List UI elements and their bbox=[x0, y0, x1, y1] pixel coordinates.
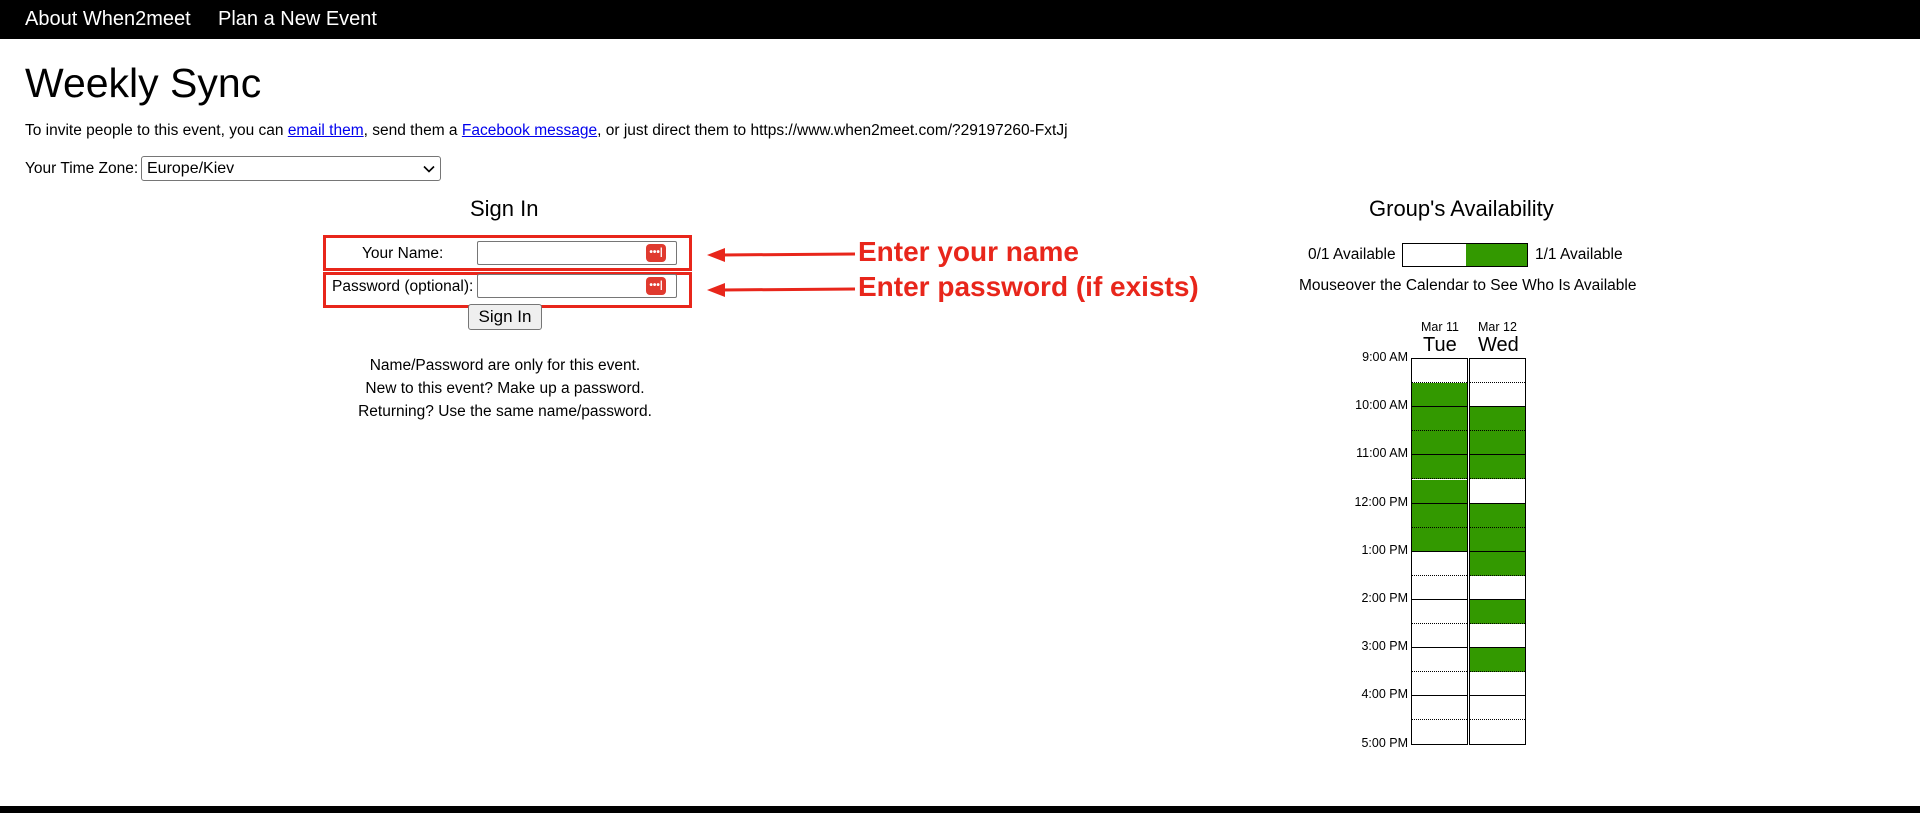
time-slot-cell[interactable] bbox=[1412, 576, 1467, 600]
mouseover-hint: Mouseover the Calendar to See Who Is Available bbox=[1299, 277, 1637, 294]
signin-note-3: Returning? Use the same name/password. bbox=[358, 403, 652, 420]
password-input[interactable] bbox=[477, 274, 677, 298]
legend-max-label: 1/1 Available bbox=[1535, 246, 1623, 263]
time-slot-cell[interactable] bbox=[1470, 359, 1525, 383]
time-slot-cell[interactable] bbox=[1412, 455, 1467, 479]
time-slot-cell[interactable] bbox=[1470, 721, 1525, 745]
column-day-wed: Wed bbox=[1478, 334, 1519, 356]
signin-button[interactable]: Sign In bbox=[468, 304, 542, 330]
time-slot-cell[interactable] bbox=[1412, 480, 1467, 504]
availability-heading: Group's Availability bbox=[1369, 196, 1554, 221]
column-day-tue: Tue bbox=[1423, 334, 1457, 356]
time-slot-cell[interactable] bbox=[1412, 648, 1467, 672]
time-slot-cell[interactable] bbox=[1470, 672, 1525, 696]
time-label: 4:00 PM bbox=[1361, 687, 1408, 702]
availability-column-tue[interactable] bbox=[1411, 358, 1468, 745]
nav-about-link[interactable]: About When2meet bbox=[25, 8, 191, 30]
legend-unavailable-swatch bbox=[1403, 244, 1466, 266]
time-slot-cell[interactable] bbox=[1470, 383, 1525, 407]
name-label: Your Name: bbox=[362, 245, 444, 262]
annotation-password-hint: Enter password (if exists) bbox=[858, 271, 1199, 302]
time-label: 3:00 PM bbox=[1361, 639, 1408, 654]
time-slot-cell[interactable] bbox=[1412, 624, 1467, 648]
password-manager-icon[interactable]: •••| bbox=[646, 244, 666, 262]
availability-legend bbox=[1402, 243, 1528, 267]
time-label: 9:00 AM bbox=[1362, 350, 1408, 364]
legend-available-swatch bbox=[1466, 244, 1527, 266]
password-manager-icon[interactable]: •••| bbox=[646, 277, 666, 295]
time-slot-cell[interactable] bbox=[1470, 552, 1525, 576]
time-label: 5:00 PM bbox=[1361, 735, 1408, 750]
time-slot-cell[interactable] bbox=[1470, 528, 1525, 552]
time-slot-cell[interactable] bbox=[1412, 696, 1467, 720]
time-slot-cell[interactable] bbox=[1470, 407, 1525, 431]
annotation-name-hint: Enter your name bbox=[858, 236, 1079, 267]
time-label: 1:00 PM bbox=[1361, 542, 1408, 557]
time-slot-cell[interactable] bbox=[1470, 576, 1525, 600]
time-slot-cell[interactable] bbox=[1470, 624, 1525, 648]
name-input[interactable] bbox=[477, 241, 677, 265]
column-date-tue: Mar 11 bbox=[1421, 320, 1459, 334]
signin-note-1: Name/Password are only for this event. bbox=[369, 357, 641, 374]
time-slot-cell[interactable] bbox=[1412, 407, 1467, 431]
legend-min-label: 0/1 Available bbox=[1308, 246, 1396, 263]
time-slot-cell[interactable] bbox=[1412, 431, 1467, 455]
time-slot-cell[interactable] bbox=[1412, 672, 1467, 696]
column-date-wed: Mar 12 bbox=[1478, 320, 1517, 334]
timezone-label: Your Time Zone: bbox=[25, 160, 139, 177]
top-nav-bar bbox=[0, 0, 1920, 39]
signin-heading: Sign In bbox=[470, 196, 539, 221]
email-link[interactable]: email them bbox=[287, 122, 364, 139]
time-slot-cell[interactable] bbox=[1412, 721, 1467, 745]
availability-column-wed[interactable] bbox=[1469, 358, 1526, 745]
timezone-select[interactable] bbox=[141, 156, 441, 181]
annotation-arrows bbox=[705, 240, 865, 300]
time-label: 2:00 PM bbox=[1361, 591, 1408, 605]
time-slot-cell[interactable] bbox=[1470, 431, 1525, 455]
invite-mid-text: , send them a bbox=[363, 122, 462, 139]
password-label: Password (optional): bbox=[332, 278, 474, 295]
time-slot-cell[interactable] bbox=[1412, 600, 1467, 624]
invite-prefix-text: To invite people to this event, you can bbox=[25, 122, 288, 139]
invite-url-text: , or just direct them to https://www.when2meet.com/?29197260-FxtJj bbox=[597, 122, 1068, 139]
time-label: 10:00 AM bbox=[1355, 398, 1408, 413]
time-label: 11:00 AM bbox=[1356, 446, 1408, 461]
time-label: 12:00 PM bbox=[1354, 494, 1408, 509]
time-slot-cell[interactable] bbox=[1470, 600, 1525, 624]
chevron-down-icon bbox=[422, 162, 436, 176]
timezone-selected-value: Europe/Kiev bbox=[147, 160, 235, 177]
time-slot-cell[interactable] bbox=[1470, 455, 1525, 479]
invite-instructions bbox=[25, 122, 1068, 140]
time-slot-cell[interactable] bbox=[1470, 648, 1525, 672]
nav-plan-event-link[interactable]: Plan a New Event bbox=[218, 8, 377, 30]
signin-note-2: New to this event? Make up a password. bbox=[365, 380, 645, 397]
time-slot-cell[interactable] bbox=[1412, 552, 1467, 576]
time-slot-cell[interactable] bbox=[1412, 359, 1467, 383]
event-title: Weekly Sync bbox=[25, 60, 262, 106]
facebook-link[interactable]: Facebook message bbox=[461, 122, 598, 139]
time-slot-cell[interactable] bbox=[1412, 504, 1467, 528]
time-slot-cell[interactable] bbox=[1470, 480, 1525, 504]
time-slot-cell[interactable] bbox=[1412, 528, 1467, 552]
bottom-bar bbox=[0, 806, 1920, 813]
time-slot-cell[interactable] bbox=[1470, 504, 1525, 528]
time-slot-cell[interactable] bbox=[1470, 696, 1525, 720]
time-slot-cell[interactable] bbox=[1412, 383, 1467, 407]
